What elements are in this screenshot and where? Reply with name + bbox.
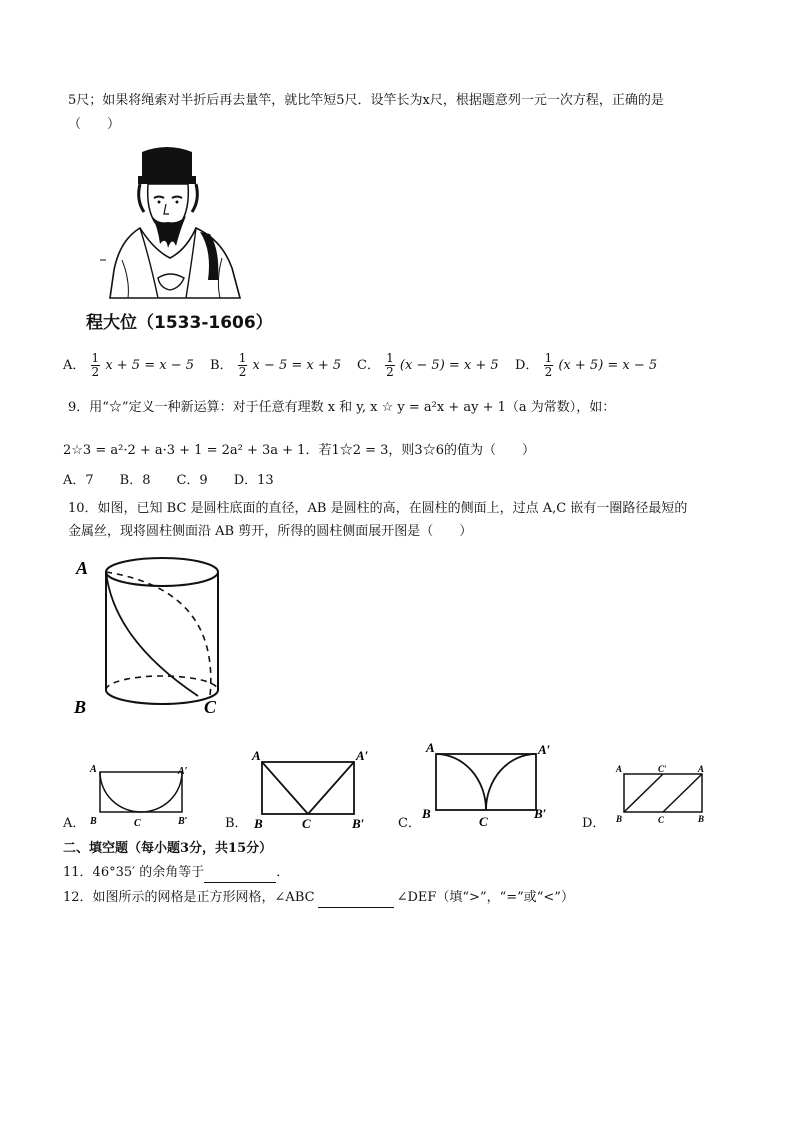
q8-option-d-fraction xyxy=(544,352,554,379)
portrait-caption: 程大位（1533-1606） xyxy=(86,313,273,333)
opt-c-label-a: A xyxy=(426,740,435,755)
q8-option-b-fraction xyxy=(238,352,248,379)
fraction-numerator: 1 xyxy=(238,351,247,365)
q8-option-c[interactable] xyxy=(357,352,499,379)
q8-option-b-letter: B． xyxy=(210,358,233,373)
opt-a-label-c: C xyxy=(134,818,141,828)
q12-answer-blank[interactable] xyxy=(318,889,394,908)
opt-d-label-b-right: B xyxy=(698,814,705,824)
q11-suffix: ． xyxy=(276,865,290,880)
q8-option-a[interactable] xyxy=(63,352,194,379)
q8-option-d-letter: D． xyxy=(515,358,539,373)
opt-b-label-a: A xyxy=(252,748,261,763)
q8-option-d[interactable] xyxy=(515,352,657,379)
cylinder-label-c: C xyxy=(204,697,217,717)
q10-option-b-figure[interactable] xyxy=(248,744,378,830)
section-heading-fill-in: 二、填空题（每小题3分，共15分） xyxy=(63,841,273,856)
q8-option-b[interactable] xyxy=(210,352,341,379)
q8-option-b-expr: x − 5 = x + 5 xyxy=(252,358,342,373)
opt-c-label-c: C xyxy=(479,814,488,829)
opt-a-label-a-prime: A′ xyxy=(178,766,188,777)
cylinder-label-b: B xyxy=(74,697,87,717)
fraction-denominator: 2 xyxy=(544,365,553,379)
opt-a-label-b-prime: B′ xyxy=(178,816,188,827)
q10-option-c-letter[interactable]: C． xyxy=(398,816,421,831)
q10-option-a-figure[interactable] xyxy=(86,758,196,828)
q9-options: A．7 B．8 C．9 D．13 xyxy=(63,473,274,488)
opt-b-label-c: C xyxy=(302,816,311,830)
fraction-numerator: 1 xyxy=(91,351,100,365)
cylinder-label-a: A xyxy=(76,558,89,578)
fraction-denominator: 2 xyxy=(91,365,100,379)
opt-b-label-a-prime: A′ xyxy=(356,748,369,763)
q8-stem-line1: 5尺；如果将绳索对半折后再去量竿，就比竿短5尺．设竿长为x尺，根据题意列一元一次方程，正确的是 xyxy=(68,93,664,108)
opt-c-label-a-prime: A′ xyxy=(538,742,551,757)
opt-b-label-b: B xyxy=(254,816,263,830)
q8-option-c-letter: C． xyxy=(357,358,380,373)
q11-answer-blank[interactable] xyxy=(204,864,276,883)
opt-d-label-a: A xyxy=(616,764,623,774)
opt-a-label-a: A xyxy=(90,764,97,775)
q10-option-d-figure[interactable] xyxy=(612,760,712,830)
q12-suffix: ∠DEF（填“>”，“=”或“<”） xyxy=(396,890,574,905)
fraction-denominator: 2 xyxy=(386,365,394,379)
fraction-numerator: 1 xyxy=(386,351,394,365)
q12-prefix: 12．如图所示的网格是正方形网格，∠ABC xyxy=(63,890,315,905)
opt-c-label-b-prime: B′ xyxy=(534,806,547,821)
q9-stem-line2: 2☆3 = a²·2 + a·3 + 1 = 2a² + 3a + 1．若1☆2 = 3，则3☆6的值为（ ） xyxy=(63,443,535,458)
q8-option-a-expr: x + 5 = x − 5 xyxy=(105,358,194,373)
opt-a-label-b: B xyxy=(90,816,97,827)
q8-option-a-letter: A． xyxy=(63,358,86,373)
q12 xyxy=(63,889,574,908)
q10-stem-line1: 10．如图，已知 BC 是圆柱底面的直径，AB 是圆柱的高，在圆柱的侧面上，过点 A,C 嵌有一圈路径最短的 xyxy=(68,501,688,516)
q10-option-a-letter[interactable]: A． xyxy=(63,816,86,831)
fraction-numerator: 1 xyxy=(544,351,553,365)
opt-d-label-c-prime: C′ xyxy=(658,764,667,774)
portrait-illustration xyxy=(100,140,245,302)
q8-stem-line2: （ ） xyxy=(68,117,121,132)
opt-d-label-b: B xyxy=(616,814,623,824)
q10-option-d-letter[interactable]: D． xyxy=(582,816,606,831)
q8-option-c-expr: (x − 5) = x + 5 xyxy=(399,358,499,373)
opt-c-label-b: B xyxy=(422,806,431,821)
q11-prefix: 11．46°35′ 的余角等于 xyxy=(63,865,205,880)
q10-option-c-figure[interactable] xyxy=(420,736,560,830)
q10-option-b-letter[interactable]: B． xyxy=(225,816,248,831)
q8-option-c-fraction xyxy=(385,352,395,379)
q11 xyxy=(63,864,289,883)
cylinder-figure xyxy=(70,550,230,720)
opt-d-label-c: C xyxy=(658,815,665,825)
opt-d-label-a-right: A xyxy=(698,764,705,774)
fraction-denominator: 2 xyxy=(238,365,247,379)
q9-stem-line1: 9．用“☆”定义一种新运算：对于任意有理数 x 和 y, x ☆ y = a²x + ay + 1（a 为常数），如： xyxy=(68,400,616,415)
opt-b-label-b-prime: B′ xyxy=(352,816,365,830)
q10-stem-line2: 金属丝，现将圆柱侧面沿 AB 剪开，所得的圆柱侧面展开图是（ ） xyxy=(68,524,473,539)
q8-option-a-fraction xyxy=(91,352,101,379)
q8-option-d-expr: (x + 5) = x − 5 xyxy=(558,358,658,373)
